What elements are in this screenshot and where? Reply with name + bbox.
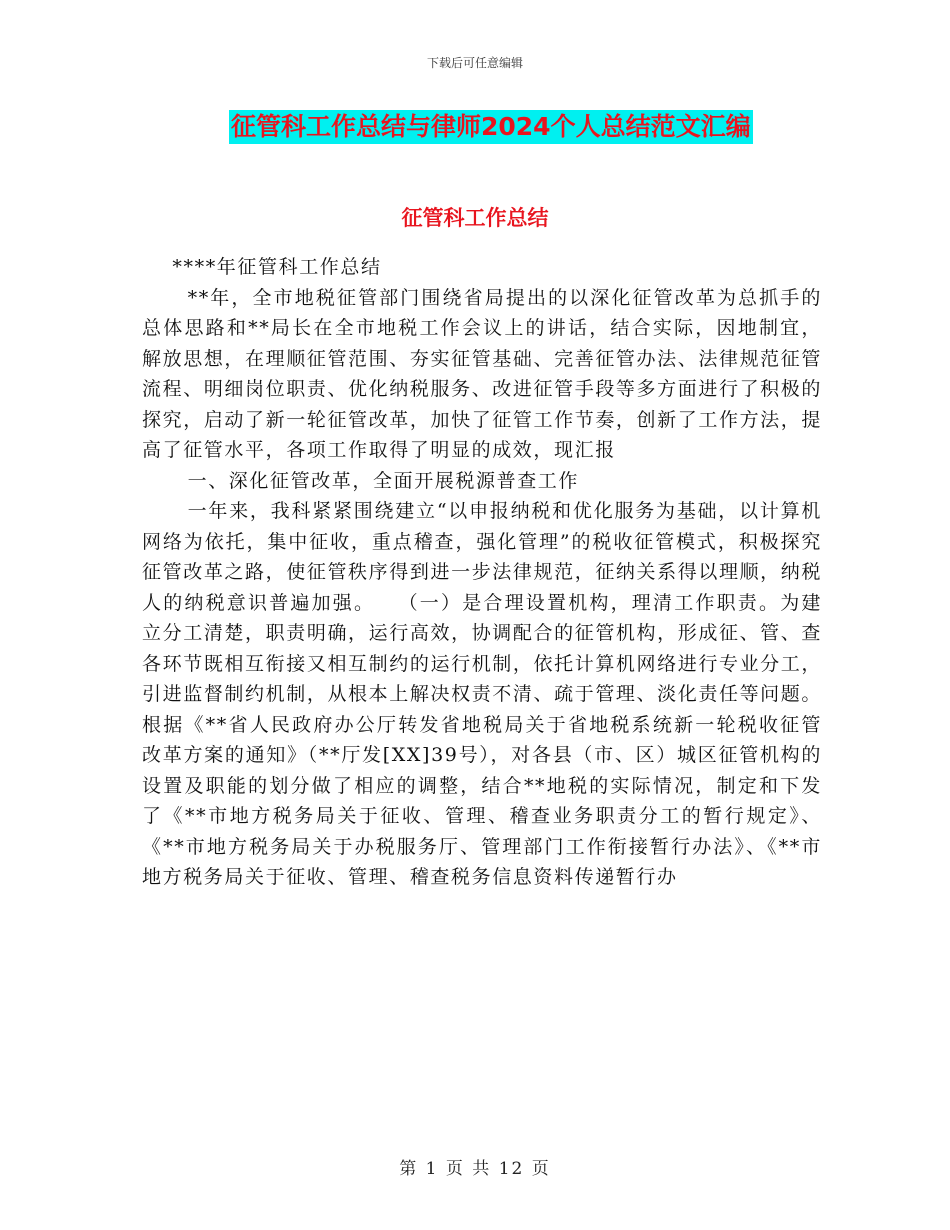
document-main-title: 征管科工作总结与律师2024个人总结范文汇编: [229, 110, 753, 144]
page-footer-number: 第 1 页 共 12 页: [399, 1159, 551, 1179]
document-section-title: 征管科工作总结: [401, 206, 549, 230]
document-body: [142, 252, 822, 893]
paragraph-body: 一年来，我科紧紧围绕建立“以申报纳税和优化服务为基础，以计算机网络为依托，集中征收，重点稽查，强化管理”的税收征管模式，积极探究征管改革之路，使征管秩序得到进一步法律规范，征纳关系得以理顺，纳税人的纳税意识普遍加强。 （一）是合理设置机构，理清工作职责。为建立分工清楚，职责明确，运行高效，协调配合的征管机构，形成征、管、查各环节既相互衔接又相互制约的运行机制，依托计算机网络进行专业分工，引进监督制约机制，从根本上解决权责不清、疏于管理、淡化责任等问题。根据《**省人民政府办公厅转发省地税局关于省地税系统新一轮税收征管改革方案的通知》（**厅发[XX]39号），对各县（市、区）城区征管机构的设置及职能的划分做了相应的调整，结合**地税的实际情况，制定和下发了《**市地方税务局关于征收、管理、稽查业务职责分工的暂行规定》、《**市地方税务局关于办税服务厅、管理部门工作衔接暂行办法》、《**市地方税务局关于征收、管理、稽查税务信息资料传递暂行办: [142, 500, 822, 888]
paragraph-heading: ****年征管科工作总结: [172, 256, 382, 278]
page-header-note: 下载后可任意编辑: [426, 56, 523, 70]
paragraph-section-heading: 一、深化征管改革，全面开展税源普查工作: [187, 469, 579, 492]
paragraph-intro: **年，全市地税征管部门围绕省局提出的以深化征管改革为总抓手的总体思路和**局长在全市地税工作会议上的讲话，结合实际，因地制宜，解放思想，在理顺征管范围、夯实征管基础、完善征管办法、法律规范征管流程、明细岗位职责、优化纳税服务、改进征管手段等多方面进行了积极的探究，启动了新一轮征管改革，加快了征管工作节奏，创新了工作方法，提高了征管水平，各项工作取得了明显的成效，现汇报: [142, 286, 822, 461]
